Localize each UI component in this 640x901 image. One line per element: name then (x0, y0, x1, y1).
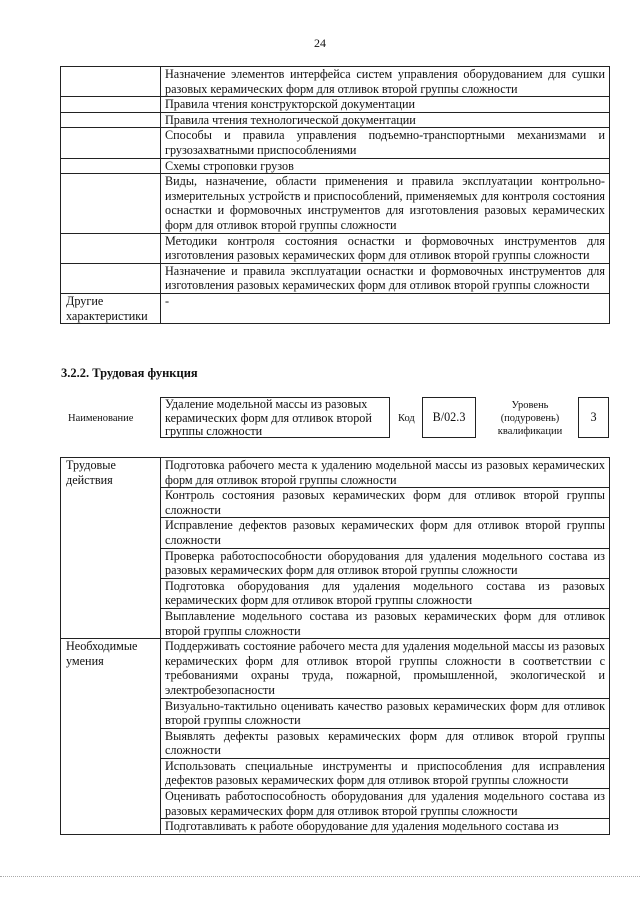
code-box: B/02.3 (422, 397, 476, 438)
item-text: Проверка работоспособности оборудования для удаления модельного состава из разовых керамических форм для отливок второй группы сложности (161, 548, 610, 578)
table-row (61, 458, 610, 488)
row-label: Другие характеристики (61, 293, 161, 323)
knowledge-table (60, 66, 610, 324)
item-text: Исправление дефектов разовых керамических форм для отливок второй группы сложности (161, 518, 610, 548)
name-label: Наименование (68, 413, 134, 424)
row-text: Правила чтения технологической документации (161, 112, 610, 128)
row-text: Назначение элементов интерфейса систем управления оборудованием для сушки разовых керамических форм для отливок второй группы сложности (161, 67, 610, 97)
group-label: Трудовые действия (61, 458, 161, 639)
table-row (61, 112, 610, 128)
group-label: Необходимые умения (61, 639, 161, 835)
code-label: Код (398, 413, 415, 424)
item-text: Оценивать работоспособность оборудования для удаления модельного состава из разовых керамических форм для отливок второй группы сложности (161, 789, 610, 819)
item-text: Визуально-тактильно оценивать качество разовых керамических форм для отливок второй группы сложности (161, 698, 610, 728)
item-text: Выявлять дефекты разовых керамических форм для отливок второй группы сложности (161, 728, 610, 758)
function-table (60, 457, 610, 835)
function-name-box: Удаление модельной массы из разовых керамических форм для отливок второй группы сложности (160, 397, 390, 438)
level-label: Уровень (подуровень) квалификации (497, 400, 563, 437)
table-row (61, 128, 610, 158)
row-label (61, 97, 161, 113)
row-text: Схемы строповки грузов (161, 158, 610, 174)
table-row (61, 97, 610, 113)
row-label (61, 263, 161, 293)
table-row (61, 233, 610, 263)
item-text: Подготовка оборудования для удаления модельного состава из разовых керамических форм для отливок второй группы сложности (161, 578, 610, 608)
item-text: Контроль состояния разовых керамических форм для отливок второй группы сложности (161, 488, 610, 518)
row-text: Методики контроля состояния оснастки и формовочных инструментов для изготовления разовых керамических форм для отливок второй группы сложности (161, 233, 610, 263)
row-label (61, 67, 161, 97)
row-text: Способы и правила управления подъемно-транспортными механизмами и грузозахватными приспособлениями (161, 128, 610, 158)
row-text: - (161, 293, 610, 323)
section-heading: 3.2.2. Трудовая функция (61, 366, 198, 380)
table-row (61, 67, 610, 97)
table-row (61, 293, 610, 323)
table-row (61, 263, 610, 293)
row-label (61, 158, 161, 174)
page-bottom-rule (0, 876, 640, 877)
level-box: 3 (578, 397, 609, 438)
row-label (61, 112, 161, 128)
row-label (61, 174, 161, 233)
item-text: Поддерживать состояние рабочего места для удаления модельной массы из разовых керамических форм для отливок второй группы сложности в соответствии с требованиями охраны труда, пожарной, промышленной, экологической и электробезопасности (161, 639, 610, 698)
row-label (61, 128, 161, 158)
table-row (61, 174, 610, 233)
page-number: 24 (314, 36, 326, 50)
item-text: Подготовка рабочего места к удалению модельной массы из разовых керамических форм для отливок второй группы сложности (161, 458, 610, 488)
row-text: Правила чтения конструкторской документации (161, 97, 610, 113)
row-text: Виды, назначение, области применения и правила эксплуатации контрольно-измерительных устройств и приспособлений, применяемых для контроля состояния оснастки и формовочных инструментов для изготовления разовых керамических форм для отливок второй группы сложности (161, 174, 610, 233)
table-row (61, 639, 610, 698)
item-text: Использовать специальные инструменты и приспособления для исправления дефектов разовых керамических форм для отливок второй группы сложности (161, 758, 610, 788)
item-text: Подготавливать к работе оборудование для удаления модельного состава из (161, 819, 610, 835)
row-label (61, 233, 161, 263)
row-text: Назначение и правила эксплуатации оснастки и формовочных инструментов для изготовления разовых керамических форм для отливок второй группы сложности (161, 263, 610, 293)
item-text: Выплавление модельного состава из разовых керамических форм для отливок второй группы сложности (161, 608, 610, 638)
table-row (61, 158, 610, 174)
